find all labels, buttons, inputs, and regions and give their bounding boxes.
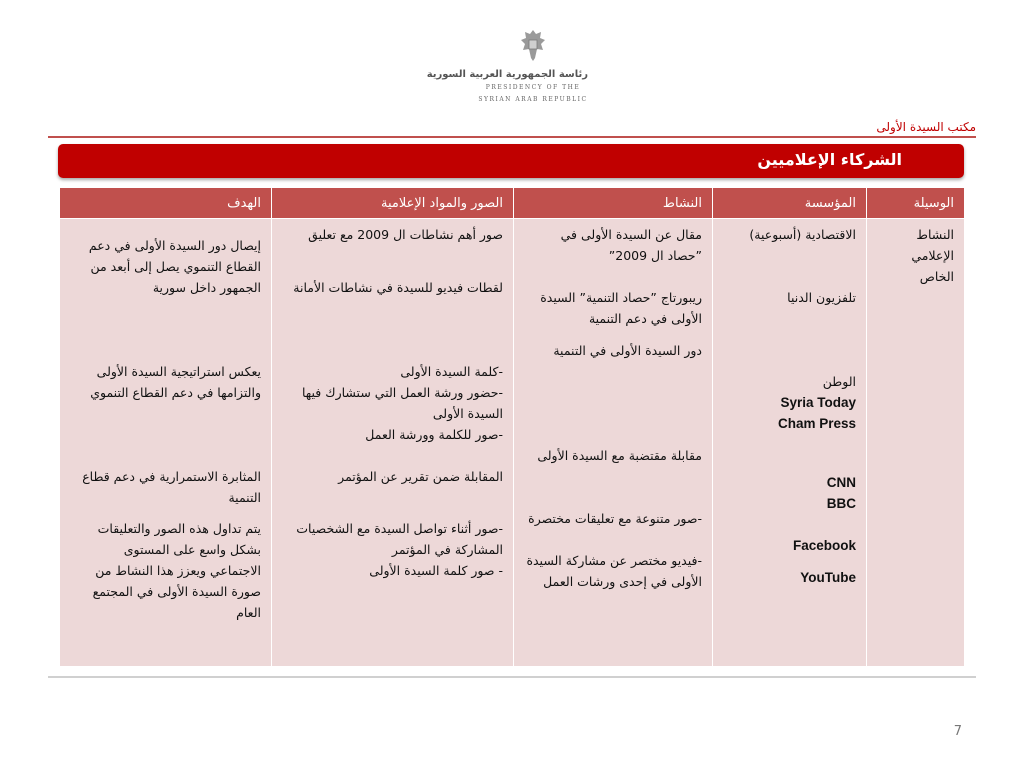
- institution-cham-press: Cham Press: [777, 416, 856, 431]
- banner-title: الشركاء الإعلاميين: [757, 150, 902, 169]
- media-partners-table: [59, 187, 965, 666]
- activity-photos: -صور متنوعة مع تعليقات مختصرة: [528, 511, 702, 526]
- eagle-emblem-icon: [519, 28, 547, 62]
- cell-media-materials: [272, 219, 514, 667]
- header-goal: الهدف: [60, 188, 272, 219]
- goal-1: إيصال دور السيدة الأولى في دعم القطاع التنموي يصل إلى أبعد من الجمهور داخل سورية: [88, 238, 261, 295]
- goal-4: يتم تداول هذه الصور والتعليقات بشكل واسع على المستوى الاجتماعي ويعزز هذا النشاط من صورة السيدة الأولى في المجتمع العام: [92, 521, 261, 620]
- medium-text: النشاط الإعلامي الخاص: [911, 227, 954, 284]
- header-institution: المؤسسة: [713, 188, 867, 219]
- institution-bbc: BBC: [826, 496, 856, 511]
- goal-2: يعكس استراتيجية السيدة الأولى والتزامها في دعم القطاع التنموي: [90, 364, 261, 400]
- institution-alwatan: الوطن: [822, 374, 856, 389]
- media-speech-photos: -صور للكلمة وورشة العمل: [365, 427, 503, 442]
- cell-institution: [713, 219, 867, 667]
- footer-divider: [48, 676, 976, 678]
- header-activity: النشاط: [514, 188, 713, 219]
- table-row: [60, 219, 965, 667]
- activity-role: دور السيدة الأولى في التنمية: [553, 343, 702, 358]
- media-speech-photos-2: - صور كلمة السيدة الأولى: [369, 563, 503, 578]
- title-banner: [58, 144, 964, 178]
- logo-arabic-text: رئاسة الجمهورية العربية السورية: [426, 69, 588, 80]
- office-title: مكتب السيدة الأولى: [876, 120, 976, 134]
- logo-english-line2: SYRIAN ARAB REPUBLIC: [478, 96, 588, 103]
- logo-english-line1: PRESIDENCY OF THE: [485, 84, 581, 91]
- media-video-clips: لقطات فيديو للسيدة في نشاطات الأمانة: [293, 280, 503, 295]
- activity-report: ريبورتاج ”حصاد التنمية” السيدة الأولى في دعم التنمية: [540, 290, 702, 326]
- page-number: 7: [953, 724, 962, 739]
- institution-syria-today: Syria Today: [780, 395, 856, 410]
- header-divider: [48, 136, 976, 138]
- presidency-logo: [426, 28, 588, 112]
- header-medium: الوسيلة: [867, 188, 965, 219]
- institution-eqtisadiya: الاقتصادية (أسبوعية): [749, 227, 856, 242]
- activity-video: -فيديو مختصر عن مشاركة السيدة الأولى في إحدى ورشات العمل: [526, 553, 702, 589]
- activity-article: مقال عن السيدة الأولى في ”حصاد ال 2009”: [560, 227, 702, 263]
- institution-cnn: CNN: [826, 475, 856, 490]
- media-speech: -كلمة السيدة الأولى: [400, 364, 503, 379]
- table-header-row: [60, 188, 965, 219]
- media-photos-2009: صور أهم نشاطات ال 2009 مع تعليق: [308, 227, 503, 242]
- cell-medium: [867, 219, 965, 667]
- media-interview-report: المقابلة ضمن تقرير عن المؤتمر: [338, 469, 503, 484]
- header-media-materials: الصور والمواد الإعلامية: [272, 188, 514, 219]
- goal-3: المثابرة الاستمرارية في دعم قطاع التنمية: [82, 469, 261, 505]
- cell-activity: [514, 219, 713, 667]
- activity-interview: مقابلة مقتضبة مع السيدة الأولى: [537, 448, 702, 463]
- media-conference-photos: -صور أثناء تواصل السيدة مع الشخصيات المشاركة في المؤتمر: [296, 521, 503, 557]
- institution-youtube: YouTube: [800, 570, 856, 585]
- institution-dunia-tv: تلفزيون الدنيا: [787, 290, 856, 305]
- cell-goal: [60, 219, 272, 667]
- institution-facebook: Facebook: [792, 538, 856, 553]
- media-workshop: -حضور ورشة العمل التي ستشارك فيها السيدة الأولى: [301, 385, 503, 421]
